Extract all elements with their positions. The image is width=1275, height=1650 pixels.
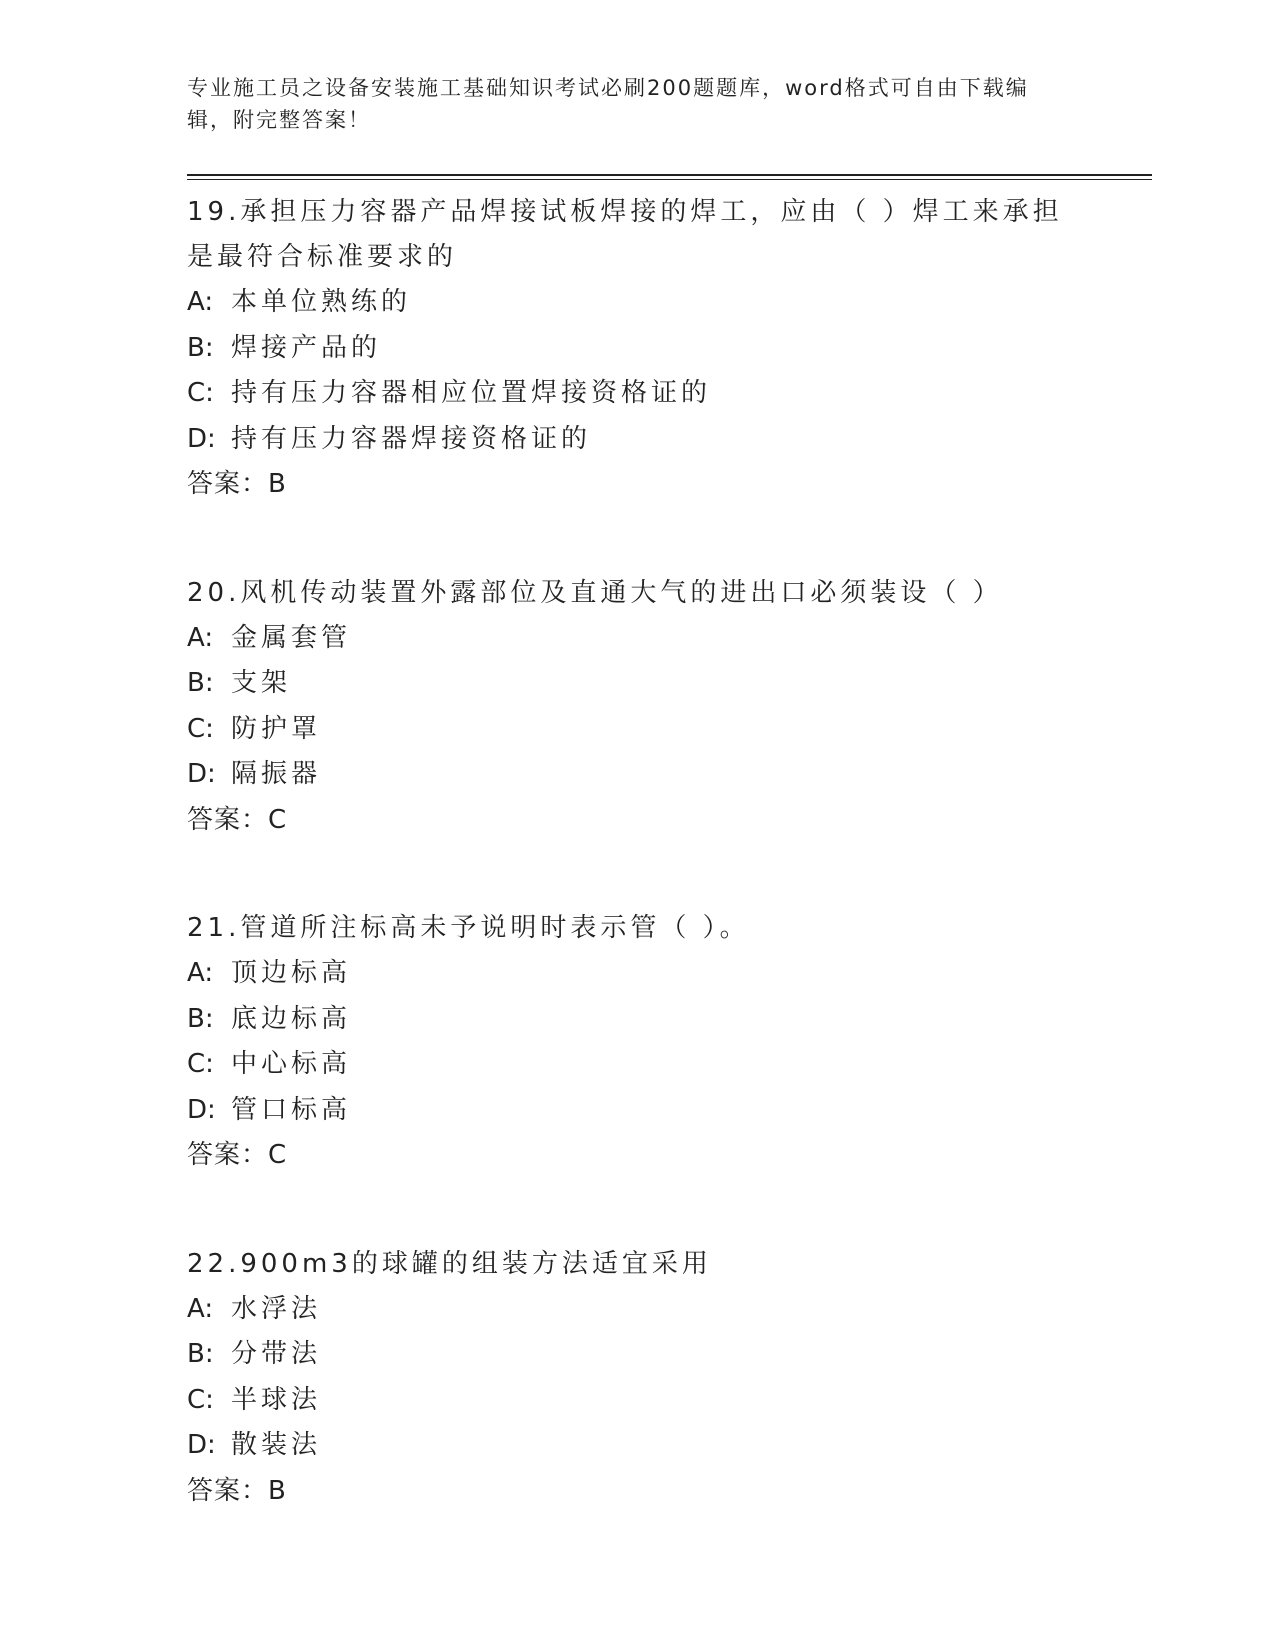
option-b xyxy=(187,1332,1152,1378)
option-key: A: xyxy=(187,622,214,653)
option-text: 焊接产品的 xyxy=(231,332,382,363)
option-key: C: xyxy=(187,713,214,744)
question-block xyxy=(187,190,1152,508)
answer-text: 答案：B xyxy=(187,1475,287,1506)
option-text: 本单位熟练的 xyxy=(231,287,412,317)
option-a xyxy=(187,616,1152,662)
answer-text: 答案：C xyxy=(187,1140,288,1170)
question-text: 20.风机传动装置外露部位及直通大气的进出口必须装设（ ） xyxy=(187,577,1003,608)
option-c xyxy=(187,1042,1152,1088)
option-key: A: xyxy=(187,1293,214,1324)
question-text: 21.管道所注标高未予说明时表示管（ ）。 xyxy=(187,913,750,943)
option-key: A: xyxy=(187,287,214,317)
option-text: 底边标高 xyxy=(231,1003,352,1034)
option-text: 中心标高 xyxy=(231,1049,352,1079)
option-key: A: xyxy=(187,958,214,988)
option-text: 隔振器 xyxy=(231,759,322,789)
document-page xyxy=(187,72,1152,1577)
option-text: 分带法 xyxy=(231,1339,322,1369)
option-key: C: xyxy=(187,1384,214,1415)
option-d xyxy=(187,1088,1152,1134)
option-c xyxy=(187,1378,1152,1424)
option-text: 防护罩 xyxy=(231,713,322,744)
question-text: 19.承担压力容器产品焊接试板焊接的焊工，应由（ ）焊工来承担是最符合标准要求的 xyxy=(187,197,1063,272)
option-c xyxy=(187,707,1152,753)
option-key: D: xyxy=(187,1430,216,1460)
option-key: C: xyxy=(187,1049,214,1079)
option-key: B: xyxy=(187,1003,214,1034)
question-block xyxy=(187,1242,1152,1515)
option-text: 持有压力容器相应位置焊接资格证的 xyxy=(231,378,712,408)
question-block xyxy=(187,571,1152,844)
option-text: 管口标高 xyxy=(231,1094,352,1125)
option-text: 散装法 xyxy=(231,1430,322,1460)
question-text: 22.900m3的球罐的组装方法适宜采用 xyxy=(187,1248,712,1279)
option-key: B: xyxy=(187,668,214,698)
answer-text: 答案：C xyxy=(187,804,288,835)
option-b xyxy=(187,326,1152,372)
option-text: 支架 xyxy=(231,668,292,698)
header-divider xyxy=(187,174,1152,180)
option-a xyxy=(187,280,1152,326)
option-key: B: xyxy=(187,332,214,363)
question-list xyxy=(187,190,1152,1514)
option-a xyxy=(187,1287,1152,1333)
option-b xyxy=(187,661,1152,707)
option-d xyxy=(187,1423,1152,1469)
option-d xyxy=(187,752,1152,798)
option-text: 水浮法 xyxy=(231,1293,322,1324)
option-text: 顶边标高 xyxy=(231,958,352,988)
document-header: 专业施工员之设备安装施工基础知识考试必刷200题题库，word格式可自由下载编辑，附完整答案！ xyxy=(187,76,1029,132)
option-a xyxy=(187,951,1152,997)
option-key: D: xyxy=(187,423,216,454)
option-c xyxy=(187,371,1152,417)
option-key: D: xyxy=(187,1094,216,1125)
option-text: 半球法 xyxy=(231,1384,322,1415)
question-block xyxy=(187,906,1152,1179)
option-text: 持有压力容器焊接资格证的 xyxy=(231,423,592,454)
option-text: 金属套管 xyxy=(231,622,352,653)
option-key: D: xyxy=(187,759,216,789)
option-key: C: xyxy=(187,378,214,408)
option-key: B: xyxy=(187,1339,214,1369)
option-d xyxy=(187,417,1152,463)
option-b xyxy=(187,997,1152,1043)
answer-text: 答案：B xyxy=(187,469,287,499)
